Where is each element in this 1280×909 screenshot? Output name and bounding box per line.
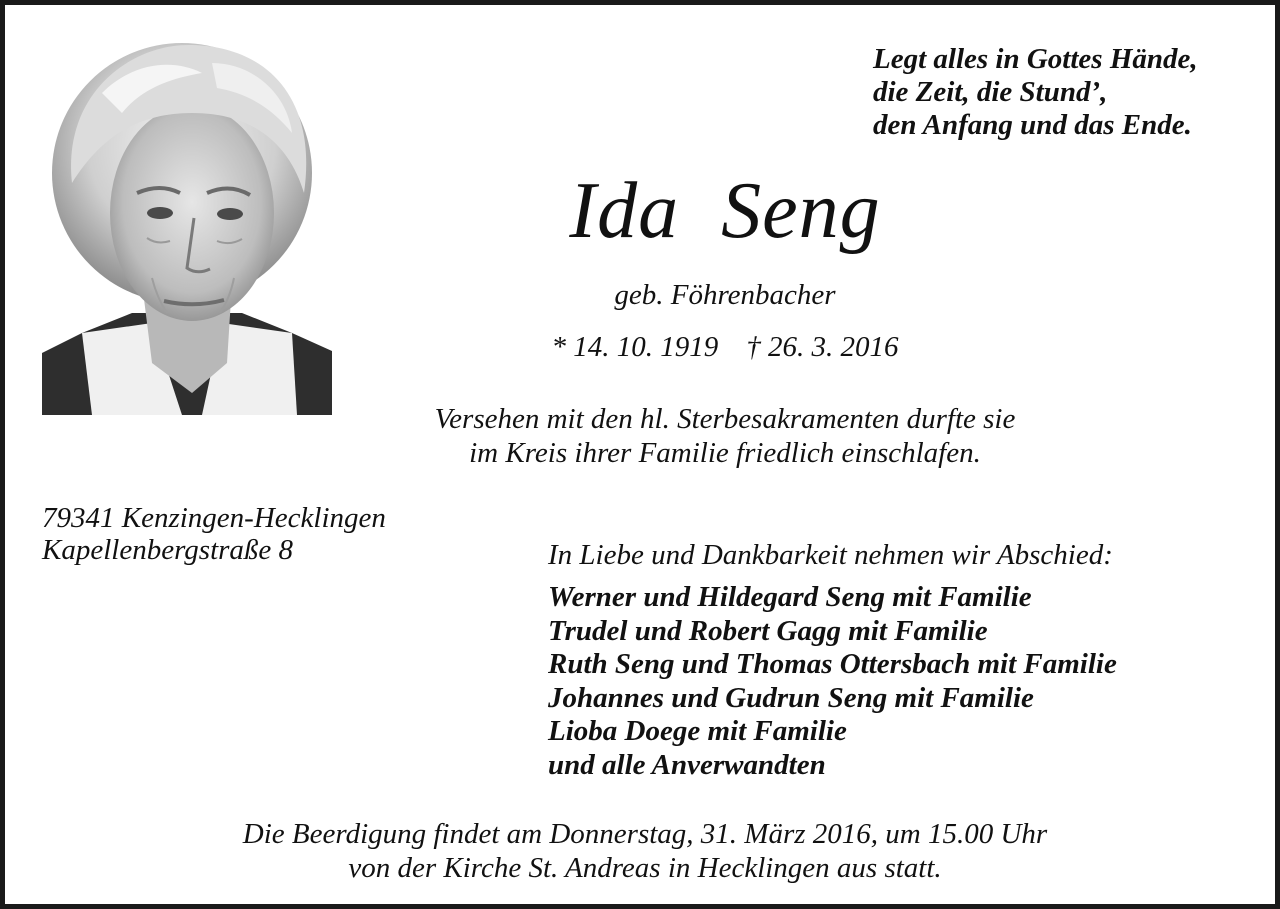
farewell-intro: In Liebe und Dankbarkeit nehmen wir Abschied: [548,539,1113,571]
birth-date: * 14. 10. 1919 [551,331,719,363]
address-line: 79341 Kenzingen-Hecklingen [42,502,386,534]
funeral-announcement [95,817,1195,885]
mourner-entry: Trudel und Robert Gagg mit Familie [548,614,988,647]
mourner-entry: Lioba Doege mit Familie [548,715,847,748]
funeral-line: Die Beerdigung findet am Donnerstag, 31. März 2016, um 15.00 Uhr [242,818,1048,850]
motto-line: die Zeit, die Stund’, [873,76,1108,108]
life-dates [475,329,975,365]
funeral-line: von der Kirche St. Andreas in Hecklingen aus statt. [348,852,942,884]
sacrament-line: Versehen mit den hl. Sterbesakramenten durfte sie [434,403,1016,435]
mourner-entry: Ruth Seng und Thomas Ottersbach mit Familie [548,648,1117,681]
sacrament-text [335,402,1115,470]
mourner-entry: und alle Anverwandten [548,748,826,781]
mourners-list [548,581,1268,783]
deceased-name: Ida Seng [569,167,881,255]
portrait-photo [42,33,332,415]
death-date: † 26. 3. 2016 [746,331,899,363]
motto-line: Legt alles in Gottes Hände, [873,43,1198,75]
mourner-entry: Johannes und Gudrun Seng mit Familie [548,681,1034,714]
motto-line: den Anfang und das Ende. [873,109,1192,141]
mourner-entry: Werner und Hildegard Seng mit Familie [548,581,1032,613]
sacrament-line: im Kreis ihrer Familie friedlich einschlafen. [469,437,981,469]
maiden-name: geb. Föhrenbacher [614,279,836,311]
motto-verse [873,43,1273,142]
portrait-image [42,33,332,415]
family-address [42,502,502,566]
address-line: Kapellenbergstraße 8 [42,534,294,566]
